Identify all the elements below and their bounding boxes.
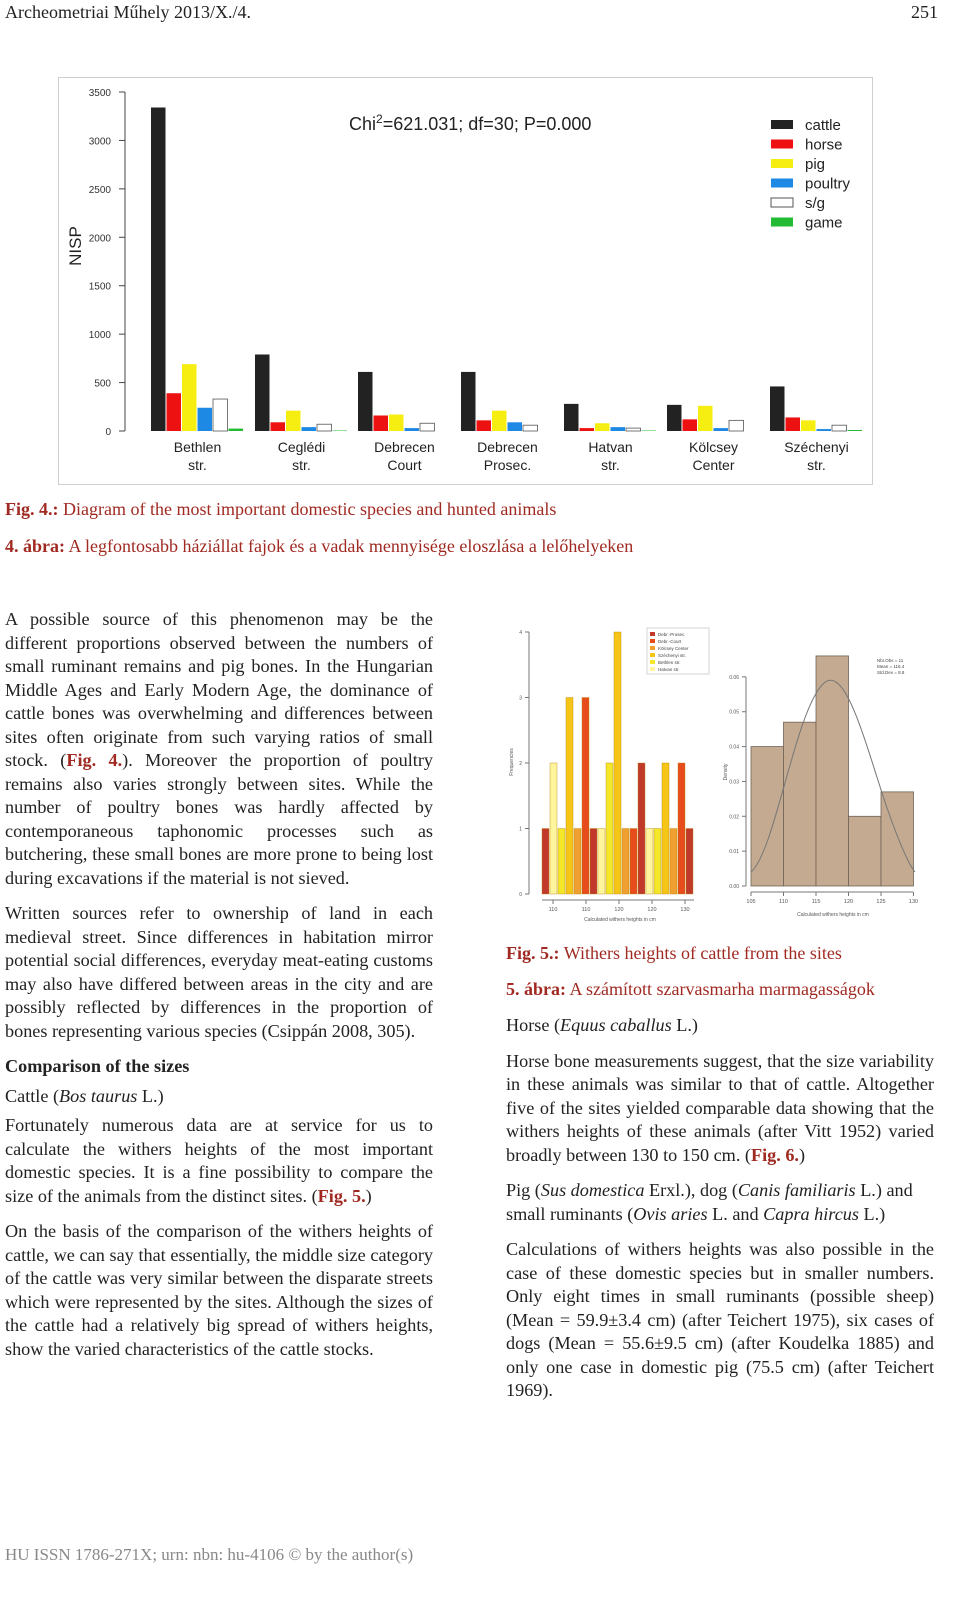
fig5-caption-en-text: Withers heights of cattle from the sites	[563, 943, 842, 963]
section-heading-sizes: Comparison of the sizes	[5, 1056, 190, 1076]
fig4-category-label: Hatvan	[588, 439, 633, 455]
fig4-bar-s/g	[420, 423, 435, 431]
fig5a-bar	[590, 829, 597, 895]
fig5a-legend-swatch	[650, 639, 655, 643]
fig4-legend-swatch-horse	[771, 140, 793, 149]
fig5a-bar	[662, 763, 669, 894]
fig5a-x-label: Calculated withers heights in cm	[584, 917, 656, 923]
fig5a-bar	[670, 829, 677, 895]
fig5a-legend-swatch	[650, 646, 655, 650]
fig5b-stats-label: Mean = 116.4	[877, 664, 905, 669]
fig5b-bar	[849, 816, 882, 886]
fig4-y-tick-label: 3500	[88, 88, 111, 99]
fig4-caption-en-label: Fig. 4.:	[5, 499, 59, 519]
fig5b-y-tick-label: 0.04	[729, 744, 739, 751]
fig5b-y-tick-label: 0.01	[729, 849, 739, 856]
fig4-category-label: Center	[692, 457, 735, 473]
fig5b-x-tick-label: 125	[876, 899, 886, 905]
fig5a-x-tick-label: 110	[548, 907, 558, 913]
fig4-reference[interactable]: Fig. 4.	[66, 750, 123, 770]
fig4-category-label: Debrecen	[374, 439, 435, 455]
fig4-category-label: Széchenyi	[784, 439, 849, 455]
fig5b-x-tick-label: 105	[746, 899, 756, 905]
fig5a-y-tick-label: 2	[519, 761, 522, 767]
fig5a-bar	[622, 829, 629, 895]
fig4-bar-s/g	[317, 424, 332, 431]
fig4-svg	[59, 78, 871, 483]
fig5b-x-tick-label: 130	[908, 899, 919, 905]
fig5a-y-tick-label: 1	[519, 826, 522, 833]
fig5a-x-tick-label: 110	[581, 907, 591, 913]
fig5b-y-tick-label: 0.02	[729, 814, 739, 821]
fig5a-legend-label: Széchenyi str.	[658, 653, 687, 658]
fig5a-x-tick-label: 130	[680, 907, 690, 913]
fig4-bar-s/g	[523, 425, 538, 431]
fig5a-legend-label: Debr.-Court	[658, 639, 682, 644]
fig4-bar-horse	[374, 416, 389, 431]
fig5a-bar	[542, 829, 549, 895]
fig4-bar-pig	[698, 406, 713, 431]
fig5a-x-tick-label: 120	[614, 907, 624, 913]
subheading-horse: Horse (Equus caballus L.)	[506, 1015, 698, 1035]
fig4-bar-cattle	[564, 404, 579, 431]
fig5a-legend-swatch	[650, 667, 655, 671]
fig4-bar-cattle	[255, 354, 270, 431]
fig5a-bar	[686, 829, 693, 895]
fig4-category-label: str.	[807, 457, 826, 473]
footer-issn: HU ISSN 1786-271X; urn: nbn: hu-4106 © by the author(s)	[5, 1545, 414, 1564]
fig5-caption-hu	[506, 979, 875, 1000]
paragraph-comparison: On the basis of the comparison of the withers heights of cattle, we can say that essentially, the middle size category of the cattle was very similar between the disparate streets which were represented by the sites. Although the sizes of the cattle had a relatively big spread of withers heights, show the varied characteristics of the cattle stocks.	[5, 1221, 433, 1359]
fig4-bar-pig	[389, 415, 404, 431]
fig4-bar-game	[229, 429, 244, 431]
fig5b-y-tick-label: 0.06	[729, 674, 739, 681]
fig5b-stats-label: Std.Dev = 8.8	[877, 670, 905, 675]
fig5b-bar	[784, 722, 817, 886]
fig4-bar-pig	[492, 411, 507, 431]
fig4-bar-s/g	[832, 425, 847, 431]
fig4-bar-poultry	[817, 429, 832, 431]
fig4-legend-label: cattle	[805, 117, 841, 134]
fig4-y-axis-label: NISP	[66, 226, 85, 266]
fig4-category-label: Court	[387, 457, 422, 473]
fig5b-y-label: Density	[723, 763, 729, 781]
fig4-bar-horse	[580, 428, 595, 431]
fig5a-legend-label: Kölcsey Center	[658, 646, 689, 651]
fig4-caption-hu	[5, 536, 633, 557]
fig5b-y-tick-label: 0.05	[729, 709, 739, 716]
fig4-legend-swatch-game	[771, 218, 793, 227]
fig4-bar-cattle	[461, 372, 476, 431]
fig4-legend-swatch-poultry	[771, 179, 793, 188]
fig5a-bar	[582, 698, 589, 895]
fig4-y-tick-label: 500	[94, 378, 111, 390]
running-head-journal: Archeometriai Műhely 2013/X./4.	[5, 2, 251, 22]
left-column	[5, 608, 433, 1373]
fig5-reference[interactable]: Fig. 5.	[317, 1185, 366, 1206]
fig5b-bar	[751, 747, 784, 886]
fig4-bar-horse	[477, 420, 492, 431]
fig5a-y-tick-label: 3	[519, 695, 522, 702]
fig5a-legend-swatch	[650, 660, 655, 664]
fig5-caption-en	[506, 943, 842, 964]
fig4-caption-en	[5, 499, 556, 520]
fig5a-bar	[574, 829, 581, 895]
fig4-chart-title: Chi$^2$=621.031; df=30; P=0.000	[349, 112, 592, 134]
fig5b-x-tick-label: 120	[843, 899, 854, 905]
fig5-caption-en-label: Fig. 5.:	[506, 943, 560, 963]
paragraph-written-sources: Written sources refer to ownership of land in each medieval street. Since differences in habitation mirror potential social differences, everyday meat-eating customs may also have differed between areas in the city and are possibly reflected by differences in the proportion of bones representing various species (Csippán 2008, 305).	[5, 903, 433, 1041]
fig5a-legend-swatch	[650, 653, 655, 657]
fig5a-legend-label: Hatvan str.	[658, 667, 680, 672]
fig4-bar-poultry	[611, 427, 626, 431]
fig4-bar-cattle	[770, 386, 785, 431]
fig5a-bar	[566, 698, 573, 895]
fig4-legend-swatch-cattle	[771, 120, 793, 129]
fig5a-bar	[614, 632, 621, 894]
fig4-legend-swatch-pig	[771, 159, 793, 168]
fig4-legend-label: pig	[805, 156, 826, 173]
fig4-bar-pig	[286, 411, 301, 431]
fig5a-x-tick-label: 120	[647, 907, 657, 913]
fig4-bar-poultry	[714, 428, 729, 431]
paragraph-withers-data: Fortunately numerous data are at service for us to calculate the withers heights of the most important domestic species. It is a fine possibility to compare the size of the animals from the distinct sites. (Fig. 5.)	[5, 1115, 433, 1206]
fig5b-x-label: Calculated withers heights in cm	[797, 912, 869, 918]
fig4-category-label: str.	[292, 457, 311, 473]
fig4-category-label: Bethlen	[173, 439, 222, 455]
subheading-pig-dog-ruminants: Pig (Sus domestica Erxl.), dog (Canis familiaris L.) and small ruminants (Ovis aries L. and Capra hircus L.)	[506, 1180, 913, 1224]
fig4-y-tick-label: 3000	[88, 136, 111, 148]
fig5a-bar	[550, 763, 557, 894]
fig4-bar-cattle	[151, 107, 166, 431]
fig4-bar-pig	[595, 423, 610, 431]
paragraph-phenomenon: A possible source of this phenomenon may be the different proportions observed between the numbers of small ruminant remains and pig bones. In the Hungarian Middle Ages and Early Modern Age, the dominance of cattle bones was overwhelming and differences between sites often originate from such varying ratios of small stock. (Fig. 4.). Moreover the proportion of poultry remains also varies strongly between sites. While the number of poultry bones was hardly affected by contemporaneous taphonomic processes such as butchering, these small bones are more prone to being lost during excavations if the material is not sieved.	[5, 609, 433, 888]
subheading-cattle: Cattle (Bos taurus L.)	[5, 1085, 164, 1106]
fig4-bar-game	[848, 430, 863, 431]
fig5a-bar	[638, 763, 645, 894]
fig5a-legend-swatch	[650, 632, 655, 636]
fig4-legend-label: horse	[805, 136, 843, 154]
fig4-category-label: Prosec.	[483, 457, 532, 473]
fig4-chart	[58, 77, 873, 485]
fig4-y-tick-label: 2500	[88, 184, 111, 196]
fig4-y-tick-label: 1500	[88, 281, 111, 293]
fig4-category-label: str.	[601, 457, 620, 473]
fig5b-x-tick-label: 115	[811, 899, 821, 905]
fig4-legend-label: poultry	[805, 175, 851, 193]
fig4-legend-label: s/g	[805, 195, 826, 212]
fig4-y-tick-label: 1000	[88, 330, 111, 342]
fig4-bar-poultry	[405, 428, 420, 431]
fig5a-bar	[678, 763, 685, 894]
fig4-bar-s/g	[213, 399, 228, 431]
fig4-bar-horse	[271, 422, 286, 431]
fig5-caption-hu-label: 5. ábra:	[506, 979, 566, 999]
fig5b-y-tick-label: 0.03	[729, 779, 739, 786]
fig6-reference[interactable]: Fig. 6.	[750, 1144, 799, 1165]
fig5-chart	[505, 622, 935, 927]
fig4-bar-s/g	[729, 420, 744, 431]
fig5b-stats-label: Nbr.Obs = 11	[877, 658, 904, 663]
fig5a-y-tick-label: 4	[519, 630, 522, 636]
fig4-bar-pig	[801, 420, 816, 431]
fig4-legend-swatch-s/g	[771, 198, 793, 207]
fig5a-bar	[630, 829, 637, 895]
fig4-legend-label: game	[805, 214, 843, 232]
fig4-bar-poultry	[302, 427, 317, 431]
fig4-bar-poultry	[198, 408, 213, 431]
fig4-caption-en-text: Diagram of the most important domestic species and hunted animals	[63, 499, 557, 519]
fig5-caption-hu-text: A számított szarvasmarha marmagasságok	[569, 979, 875, 999]
page-number: 251	[911, 2, 938, 22]
fig5a-legend-label: Bethlen str.	[658, 660, 681, 665]
fig4-category-label: Kölcsey	[688, 439, 739, 455]
fig4-bar-horse	[167, 393, 182, 431]
fig4-bar-pig	[182, 364, 197, 431]
fig4-category-label: Debrecen	[477, 439, 538, 455]
fig4-caption-hu-text: A legfontosabb háziállat fajok és a vadak mennyisége eloszlása a lelőhelyeken	[68, 536, 634, 556]
fig5a-bar	[558, 829, 565, 895]
fig5a-bar	[646, 829, 653, 895]
fig5b-x-tick-label: 110	[779, 899, 788, 905]
fig5a-y-tick-label: 0	[519, 892, 522, 898]
fig4-bar-poultry	[508, 422, 523, 431]
fig5a-bar	[654, 829, 661, 895]
fig5b-y-tick-label: 0.00	[729, 884, 739, 890]
fig4-bar-cattle	[667, 405, 682, 431]
fig5a-y-label: Frequencies	[509, 748, 515, 776]
fig4-category-label: Ceglédi	[277, 439, 326, 455]
fig4-y-tick-label: 0	[105, 427, 111, 438]
paragraph-horse: Horse bone measurements suggest, that the size variability in these animals was similar to that of cattle. Altogether five of the sites yielded comparable data showing that the withers heights of these animals (after Vitt 1952) varied broadly between 130 to 150 cm. (Fig. 6.)	[506, 1050, 934, 1165]
fig5-svg	[505, 622, 935, 927]
fig4-bar-horse	[683, 419, 698, 431]
fig4-bar-s/g	[626, 428, 641, 431]
fig4-bar-horse	[786, 417, 801, 431]
fig5a-legend-label: Debr.-Prosec.	[658, 632, 686, 637]
fig4-category-label: str.	[188, 457, 207, 473]
right-column	[506, 1014, 934, 1415]
fig5a-bar	[598, 829, 605, 895]
fig4-y-tick-label: 2000	[88, 233, 111, 245]
fig5a-bar	[606, 763, 613, 894]
fig4-caption-hu-label: 4. ábra:	[5, 536, 65, 556]
paragraph-other-species: Calculations of withers heights was also possible in the case of these domestic species but in smaller numbers. Only eight times in small ruminants (possible sheep) (Mean = 59.9±3.4 cm) (after Teichert 1975), six cases of dogs (Mean = 55.6±9.5 cm) (after Koudelka 1885) and only one case in domestic pig (75.5 cm) (after Teichert 1969).	[506, 1239, 934, 1400]
fig4-bar-cattle	[358, 372, 373, 431]
